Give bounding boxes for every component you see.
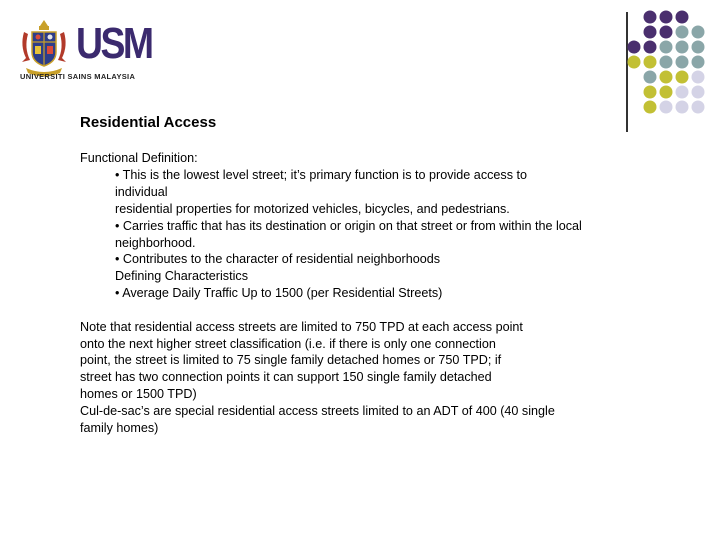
dot [676, 71, 689, 84]
dot [692, 41, 705, 54]
functional-definition-heading: Functional Definition: [80, 151, 198, 165]
dot [676, 86, 689, 99]
dot [660, 101, 673, 114]
dot [660, 26, 673, 39]
university-crest-icon [18, 18, 70, 78]
dot [660, 11, 673, 24]
dot [644, 26, 657, 39]
definition-line: neighborhood. [115, 235, 196, 250]
slide-title: Residential Access [80, 114, 217, 131]
note-line: family homes) [80, 421, 159, 436]
dot [676, 101, 689, 114]
dot [660, 71, 673, 84]
header-divider-line [626, 12, 628, 132]
definition-line: • Average Daily Traffic Up to 1500 (per Residential Streets) [115, 286, 443, 301]
dot [644, 101, 657, 114]
usm-logo-text: USM [76, 19, 152, 68]
dot [644, 86, 657, 99]
dot [692, 101, 705, 114]
definition-line: • Contributes to the character of residential neighborhoods [115, 252, 441, 267]
dot [692, 56, 705, 69]
dot [692, 86, 705, 99]
dot [692, 26, 705, 39]
university-name: UNIVERSITI SAINS MALAYSIA [20, 72, 136, 81]
dot [628, 41, 641, 54]
dot [676, 56, 689, 69]
dot [660, 56, 673, 69]
dot [692, 71, 705, 84]
note-line: Note that residential access streets are limited to 750 TPD at each access point [80, 319, 523, 334]
note-line: street has two connection points it can support 150 single family detached [80, 370, 492, 385]
dot [660, 41, 673, 54]
dot [676, 11, 689, 24]
definition-line: residential properties for motorized vehicles, bicycles, and pedestrians. [115, 201, 510, 216]
note-line: Cul-de-sac’s are special residential access streets limited to an ADT of 400 (40 single [80, 404, 555, 419]
usm-logo [14, 14, 152, 84]
slide-body [80, 150, 680, 437]
dot [676, 41, 689, 54]
dot [628, 56, 641, 69]
definition-line: • Carries traffic that has its destination or origin on that street or from within the local [115, 218, 582, 233]
definition-line: individual [115, 184, 168, 199]
dot [644, 41, 657, 54]
definition-line: • This is the lowest level street; it’s primary function is to provide access to [115, 167, 528, 182]
dot [676, 26, 689, 39]
dot [660, 86, 673, 99]
note-line: point, the street is limited to 75 single family detached homes or 750 TPD; if [80, 353, 502, 368]
dot [644, 11, 657, 24]
dot [644, 56, 657, 69]
note-line: homes or 1500 TPD) [80, 387, 197, 402]
note-line: onto the next higher street classification (i.e. if there is only one connection [80, 336, 496, 351]
defining-characteristics-heading: Defining Characteristics [115, 269, 248, 284]
dot [644, 71, 657, 84]
